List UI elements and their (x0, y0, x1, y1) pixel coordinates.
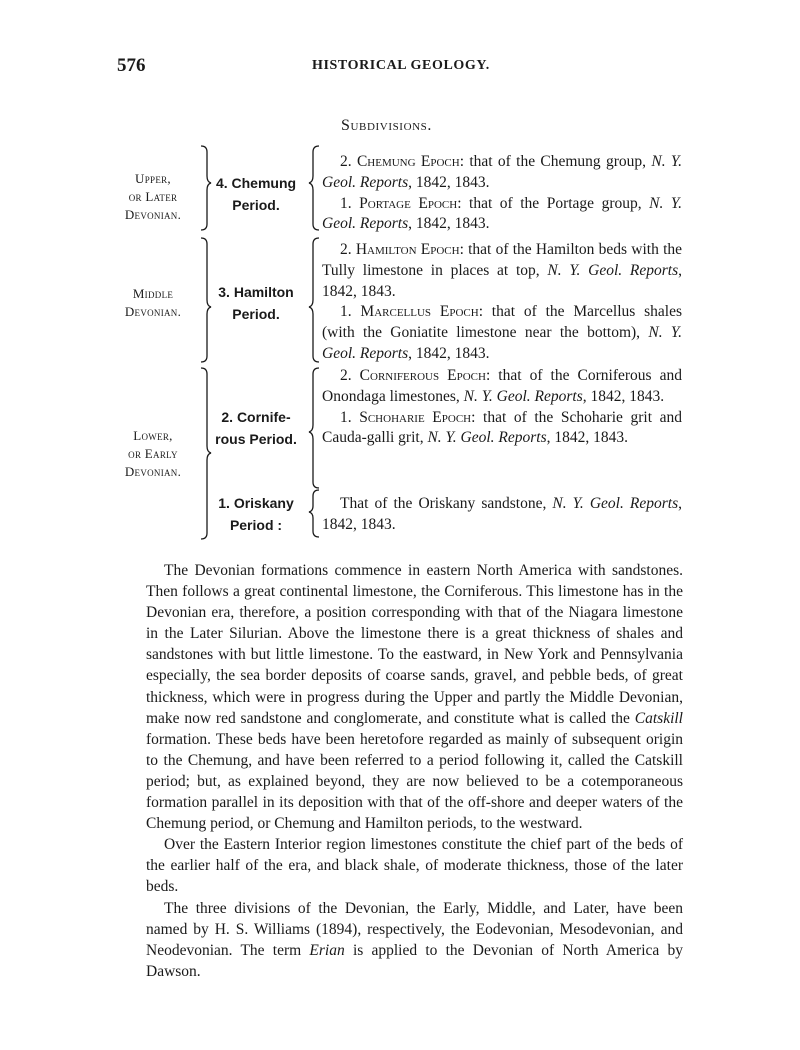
oriskany-years: , 1842, 1843. (322, 495, 682, 533)
epoch-chemung-years: , 1842, 1843. (408, 173, 490, 191)
epoch-chemung-ref: N. Y. Geol. Reports (322, 153, 682, 191)
period-corniferous (206, 406, 306, 450)
epoch-hamilton-name: 2. Hamilton Epoch (340, 241, 460, 258)
epoch-marcellus-name: 1. Marcellus Epoch (340, 303, 479, 321)
brace-oriskany-desc (309, 490, 319, 537)
upper-epochs (322, 152, 682, 235)
epoch-portage-text: : that of the Portage group, (457, 194, 650, 212)
oriskany-text (322, 494, 682, 536)
lower-epochs (322, 366, 682, 449)
period-hamilton-line2: Period. (232, 306, 280, 322)
paragraph-1-part-b: formation. These beds have been heretofore regarded as mainly of subsequent origin to the Chemung, and have been referred to a period following it, called the Catskill period; but, as explained beyond, they are now believed to be a cotemporaneous formation parallel in its deposition with that of the off-shore and deeper waters of the Chemung period, or Chemung and Hamilton periods, to the westward. (146, 730, 683, 833)
epoch-marcellus-ref: N. Y. Geol. Reports (322, 324, 682, 362)
epoch-corniferous (322, 366, 682, 408)
epoch-marcellus-years: , 1842, 1843. (408, 344, 490, 362)
group-lower-line3: Devonian. (124, 464, 182, 479)
group-middle-label (103, 285, 203, 321)
epoch-hamilton-ref: N. Y. Geol. Reports (547, 261, 679, 279)
epoch-schoharie (322, 408, 682, 450)
group-lower-line1: Lower, (133, 428, 173, 443)
oriskany-desc (322, 494, 682, 536)
period-corniferous-line1: 2. Cornife- (221, 409, 291, 425)
paragraph-1-part-a: The Devonian formations commence in eastern North America with sandstones. Then follows a great continental limestone, the Corniferous. This limestone has in the Devonian era, therefore, a position corresponding with that of the Niagara limestone in the Later Silurian. Above the limestone there is a great thickness of shales and sandstones with but little limestone. To the eastward, in New York and Pennsylvania especially, the sea border deposits of coarse sands, gravel, and pebble beds, of great thickness, which were in progress during the Upper and partly the Middle Devonian, make now red sandstone and conglomerate, and constitute what is called the (146, 562, 683, 727)
period-oriskany (206, 492, 306, 536)
epoch-schoharie-years: , 1842, 1843. (546, 429, 628, 447)
paragraph-3 (146, 898, 683, 982)
group-middle-line2: Devonian. (124, 304, 182, 319)
brace-upper-desc (309, 146, 319, 230)
period-chemung (206, 172, 306, 216)
oriskany-ref: N. Y. Geol. Reports (552, 495, 679, 512)
epoch-hamilton (322, 240, 682, 302)
epoch-corniferous-name: 2. Corniferous Epoch (340, 367, 486, 384)
period-hamilton (206, 281, 306, 325)
brace-middle-desc (309, 238, 319, 362)
epoch-schoharie-ref: N. Y. Geol. Reports (427, 429, 547, 447)
brace-corniferous-desc (309, 368, 319, 488)
period-corniferous-line2: rous Period. (215, 431, 297, 447)
paragraph-3-part-b: is applied to the Devonian of North America by Dawson. (146, 941, 683, 980)
epoch-corniferous-text: : that of the Corniferous and Onondaga limestones, (322, 367, 682, 405)
epoch-schoharie-text: : that of the Schoharie grit and Cauda-galli grit, (322, 408, 683, 447)
paragraph-3-part-a: The three divisions of the Devonian, the Early, Middle, and Later, have been named by H. S. Williams (1894), respectively, the Eodevonian, Mesodevonian, and Neodevonian. The term (146, 899, 683, 959)
epoch-schoharie-name: 1. Schoharie Epoch (340, 408, 472, 426)
period-oriskany-line1: 1. Oriskany (218, 495, 294, 511)
epoch-portage-years: , 1842, 1843. (408, 215, 490, 233)
epoch-corniferous-ref: N. Y. Geol. Reports (463, 387, 583, 405)
period-hamilton-line1: 3. Hamilton (218, 284, 294, 300)
paragraph-1 (146, 560, 683, 834)
group-upper-line2: or Later (128, 189, 178, 204)
section-title: Subdivisions. (341, 117, 432, 134)
epoch-portage-ref: N. Y. Geol. Reports (322, 194, 682, 233)
running-title: HISTORICAL GEOLOGY. (312, 58, 490, 73)
group-upper-line3: Devonian. (124, 207, 182, 222)
epoch-marcellus (322, 302, 682, 364)
epoch-hamilton-years: , 1842, 1843. (322, 261, 682, 300)
epoch-marcellus-text: : that of the Marcellus shales (with the Goniatite limestone near the bottom), (322, 303, 682, 342)
group-middle-line1: Middle (132, 286, 174, 301)
epoch-chemung-text: : that of the Chemung group, (459, 153, 652, 170)
period-chemung-line1: 4. Chemung (215, 175, 297, 191)
group-lower-label (103, 427, 203, 481)
oriskany-body: That of the Oriskany sandstone, (340, 495, 553, 512)
epoch-hamilton-text: : that of the Hamilton beds with the Tully limestone in places at top, (322, 241, 682, 279)
epoch-portage-name: 1. Portage Epoch (340, 194, 458, 212)
period-chemung-line2: Period. (232, 197, 280, 213)
catskill-term: Catskill (634, 709, 683, 727)
epoch-chemung (322, 152, 682, 194)
epoch-corniferous-years: , 1842, 1843. (582, 387, 665, 405)
group-lower-line2: or Early (128, 446, 178, 461)
body-text (146, 560, 683, 982)
paragraph-2: Over the Eastern Interior region limestones constitute the chief part of the beds of the earlier half of the era, and black shale, of moderate thickness, those of the later beds. (146, 836, 683, 896)
erian-term: Erian (309, 941, 345, 959)
group-upper-label (103, 170, 203, 224)
page-number: 576 (117, 55, 146, 76)
epoch-portage (322, 194, 682, 236)
period-oriskany-line2: Period : (229, 517, 283, 533)
epoch-chemung-name: 2. Chemung Epoch (340, 153, 460, 170)
middle-epochs (322, 240, 682, 365)
group-upper-line1: Upper, (135, 171, 171, 186)
